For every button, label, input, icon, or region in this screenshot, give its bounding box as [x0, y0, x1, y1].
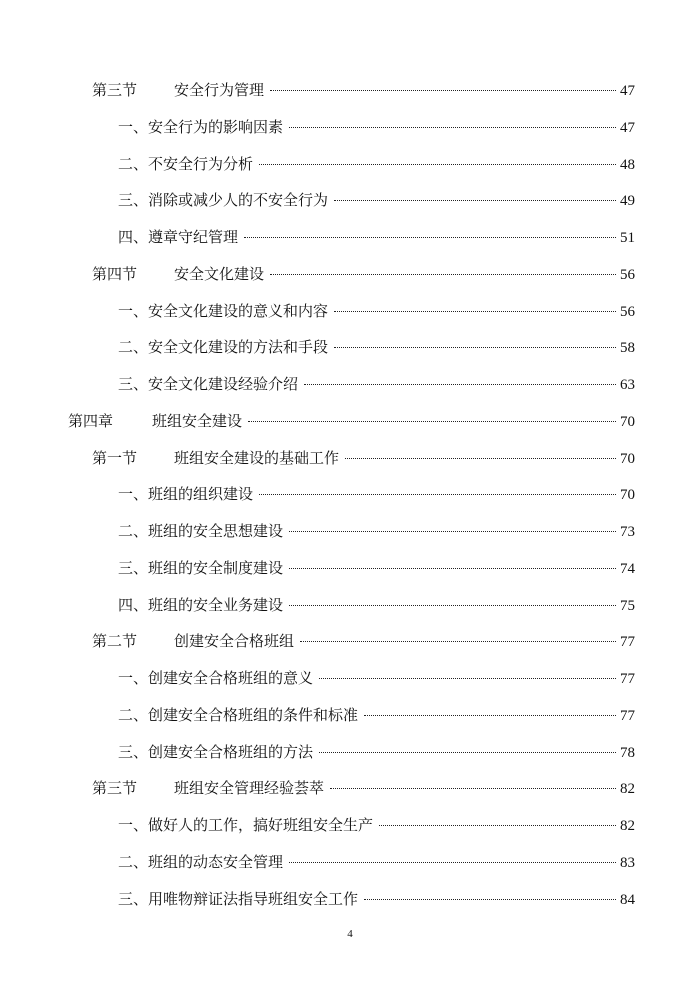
toc-entry-title: 安全行为管理 [174, 81, 265, 99]
dot-leader [334, 200, 616, 201]
toc-entry-label [118, 222, 238, 252]
toc-entry-title: 二、创建安全合格班组的条件和标准 [118, 706, 359, 724]
dot-leader [289, 127, 616, 128]
toc-entry-title: 班组安全建设的基础工作 [174, 449, 340, 467]
toc-entry-section[interactable] [92, 75, 635, 105]
toc-entry-label [92, 626, 294, 656]
dot-leader [289, 568, 616, 569]
toc-entry-page-number: 47 [620, 120, 635, 136]
toc-entry-title: 二、班组的动态安全管理 [118, 853, 284, 871]
toc-entry-title: 安全文化建设 [174, 265, 265, 283]
toc-entry-page-number: 49 [620, 193, 635, 209]
toc-entry-title: 三、安全文化建设经验介绍 [118, 375, 299, 393]
toc-entry-label [118, 479, 253, 509]
toc-entry-title: 班组安全建设 [152, 412, 243, 430]
toc-entry-section[interactable] [92, 773, 635, 803]
dot-leader [379, 825, 616, 826]
toc-entry-item[interactable] [118, 369, 635, 399]
dot-leader [319, 678, 616, 679]
toc-entry-label [118, 332, 328, 362]
toc-entry-chapter[interactable] [68, 406, 635, 436]
toc-entry-title: 三、创建安全合格班组的方法 [118, 743, 314, 761]
toc-entry-item[interactable] [118, 847, 635, 877]
toc-entry-label [118, 296, 328, 326]
dot-leader [289, 605, 616, 606]
toc-entry-page-number: 73 [620, 524, 635, 540]
toc-entry-page-number: 63 [620, 377, 635, 393]
toc-entry-item[interactable] [118, 185, 635, 215]
toc-entry-label [118, 663, 313, 693]
toc-entry-page-number: 82 [620, 781, 635, 797]
toc-entry-page-number: 74 [620, 561, 635, 577]
toc-entry-page-number: 78 [620, 745, 635, 761]
dot-leader [244, 237, 616, 238]
dot-leader [334, 347, 616, 348]
toc-entry-title: 二、安全文化建设的方法和手段 [118, 338, 329, 356]
toc-entry-page-number: 70 [620, 414, 635, 430]
toc-entry-section[interactable] [92, 626, 635, 656]
toc-entry-item[interactable] [118, 590, 635, 620]
dot-leader [364, 715, 616, 716]
toc-entry-title: 三、班组的安全制度建设 [118, 559, 284, 577]
toc-entry-item[interactable] [118, 149, 635, 179]
dot-leader [345, 458, 616, 459]
toc-entry-item[interactable] [118, 112, 635, 142]
toc-entry-title: 创建安全合格班组 [174, 632, 295, 650]
toc-entry-number: 第四章 [68, 412, 114, 430]
toc-entry-label [92, 443, 339, 473]
toc-entry-number: 第二节 [92, 632, 138, 650]
toc-entry-title: 一、安全文化建设的意义和内容 [118, 302, 329, 320]
toc-entry-item[interactable] [118, 884, 635, 914]
dot-leader [270, 90, 616, 91]
toc-entry-title: 一、班组的组织建设 [118, 485, 254, 503]
toc-entry-item[interactable] [118, 222, 635, 252]
toc-entry-page-number: 70 [620, 451, 635, 467]
dot-leader [259, 164, 616, 165]
dot-leader [304, 384, 616, 385]
toc-entry-page-number: 77 [620, 671, 635, 687]
toc-entry-page-number: 83 [620, 855, 635, 871]
toc-entry-page-number: 47 [620, 83, 635, 99]
toc-entry-label [118, 149, 253, 179]
toc-entry-page-number: 56 [620, 267, 635, 283]
toc-entry-number: 第四节 [92, 265, 138, 283]
toc-entry-title: 三、消除或减少人的不安全行为 [118, 191, 329, 209]
toc-entry-title: 二、不安全行为分析 [118, 155, 254, 173]
page-number-footer: 4 [347, 928, 353, 940]
toc-entry-title: 一、做好人的工作，搞好班组安全生产 [118, 816, 374, 834]
dot-leader [270, 274, 616, 275]
toc-entry-item[interactable] [118, 516, 635, 546]
toc-entry-label [68, 406, 242, 436]
toc-entry-title: 三、用唯物辩证法指导班组安全工作 [118, 890, 359, 908]
dot-leader [289, 862, 616, 863]
toc-entry-page-number: 82 [620, 818, 635, 834]
toc-entry-page-number: 70 [620, 487, 635, 503]
toc-entry-label [118, 847, 283, 877]
dot-leader [248, 421, 616, 422]
toc-entry-label [118, 369, 298, 399]
toc-entry-label [118, 810, 373, 840]
toc-entry-number: 第三节 [92, 81, 138, 99]
toc-entry-label [118, 112, 283, 142]
dot-leader [259, 494, 616, 495]
toc-entry-page-number: 77 [620, 634, 635, 650]
toc-entry-title: 一、安全行为的影响因素 [118, 118, 284, 136]
toc-entry-page-number: 77 [620, 708, 635, 724]
toc-entry-label [92, 773, 324, 803]
toc-entry-item[interactable] [118, 810, 635, 840]
toc-entry-label [118, 700, 358, 730]
toc-entry-title: 四、遵章守纪管理 [118, 228, 239, 246]
toc-entry-label [118, 590, 283, 620]
toc-entry-label [118, 516, 283, 546]
toc-entry-item[interactable] [118, 663, 635, 693]
toc-entry-page-number: 58 [620, 340, 635, 356]
toc-entry-item[interactable] [118, 553, 635, 583]
toc-entry-item[interactable] [118, 296, 635, 326]
toc-entry-label [118, 884, 358, 914]
toc-entry-item[interactable] [118, 479, 635, 509]
toc-entry-label [118, 737, 313, 767]
toc-entry-section[interactable] [92, 259, 635, 289]
dot-leader [319, 752, 616, 753]
toc-entry-page-number: 48 [620, 157, 635, 173]
toc-entry-page-number: 84 [620, 892, 635, 908]
dot-leader [334, 311, 616, 312]
toc-entry-section[interactable] [92, 443, 635, 473]
toc-entry-title: 四、班组的安全业务建设 [118, 596, 284, 614]
toc-entry-label [92, 75, 264, 105]
toc-entry-item[interactable] [118, 737, 635, 767]
dot-leader [364, 899, 616, 900]
toc-entry-number: 第三节 [92, 779, 138, 797]
toc-entry-title: 班组安全管理经验荟萃 [174, 779, 325, 797]
dot-leader [330, 788, 616, 789]
toc-entry-page-number: 75 [620, 598, 635, 614]
toc-entry-item[interactable] [118, 700, 635, 730]
dot-leader [300, 641, 616, 642]
toc-entry-page-number: 56 [620, 304, 635, 320]
toc-entry-label [118, 185, 328, 215]
toc-entry-page-number: 51 [620, 230, 635, 246]
toc-entry-label [92, 259, 264, 289]
dot-leader [289, 531, 616, 532]
toc-entry-number: 第一节 [92, 449, 138, 467]
toc-entry-item[interactable] [118, 332, 635, 362]
toc-entry-title: 一、创建安全合格班组的意义 [118, 669, 314, 687]
toc-entry-title: 二、班组的安全思想建设 [118, 522, 284, 540]
toc-entry-label [118, 553, 283, 583]
